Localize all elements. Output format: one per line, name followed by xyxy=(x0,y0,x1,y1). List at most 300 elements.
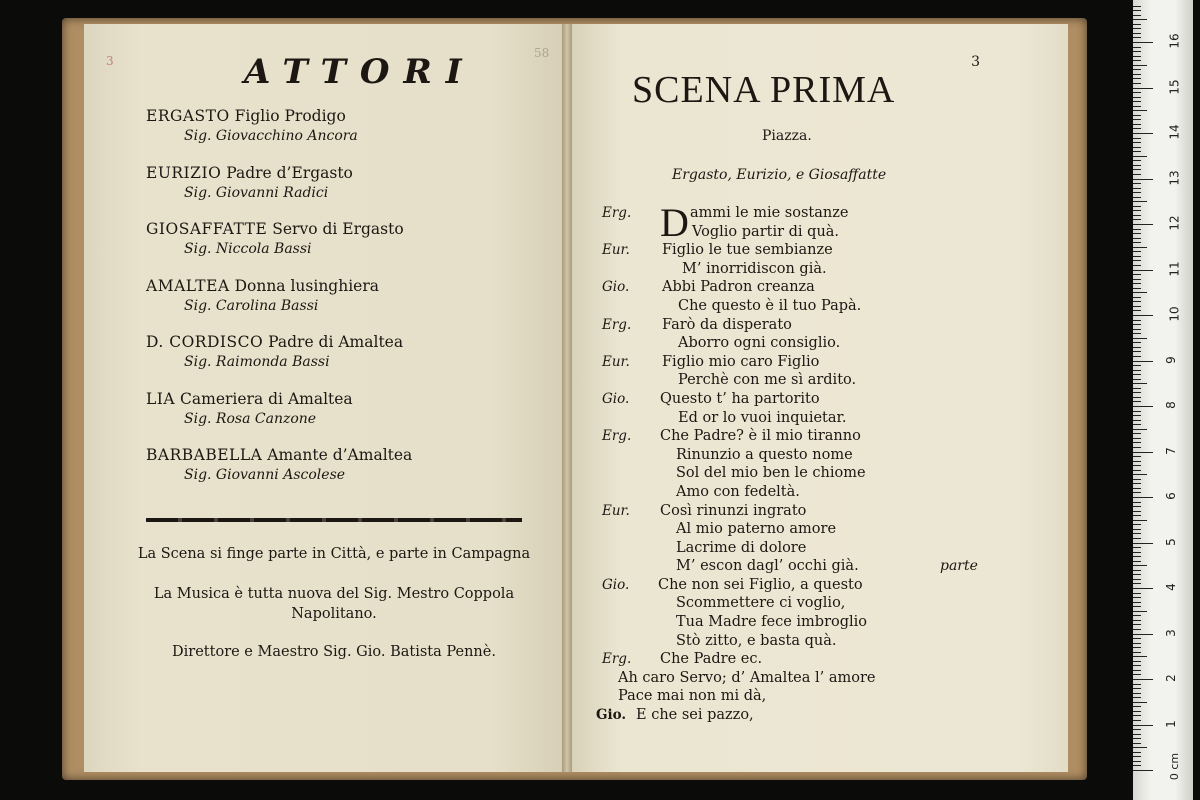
speaker: Erg. xyxy=(602,316,632,333)
page-number: 3 xyxy=(971,54,980,70)
ruler-tick xyxy=(1133,165,1141,166)
ruler-number: 3 xyxy=(1163,628,1178,637)
ruler-tick xyxy=(1133,229,1141,230)
ruler-tick xyxy=(1133,647,1141,648)
ruler-tick xyxy=(1133,88,1153,89)
ruler-tick xyxy=(1133,233,1141,234)
ruler-number: 12 xyxy=(1167,215,1182,231)
ruler-tick xyxy=(1133,197,1141,198)
ruler-tick xyxy=(1133,142,1141,143)
speaker: Eur. xyxy=(602,353,630,370)
line-text: Così rinunzi ingrato xyxy=(660,502,807,519)
music-note-line-1: La Musica è tutta nuova del Sig. Mestro Coppola xyxy=(153,586,515,602)
cast-entry xyxy=(146,445,546,502)
ruler-tick xyxy=(1133,160,1141,161)
ruler-number: 16 xyxy=(1167,33,1182,49)
ruler-tick xyxy=(1133,492,1141,493)
ruler-tick xyxy=(1133,383,1147,384)
ruler-tick xyxy=(1133,634,1153,635)
ruler-number: 14 xyxy=(1167,124,1182,140)
ruler-tick xyxy=(1133,320,1141,321)
ruler-tick xyxy=(1133,725,1153,726)
ruler-tick xyxy=(1133,60,1141,61)
ruler-tick xyxy=(1133,297,1141,298)
ruler-tick xyxy=(1133,283,1141,284)
actor-name: Sig. Niccola Bassi xyxy=(184,241,312,257)
role-desc: Figlio Prodigo xyxy=(234,107,346,125)
ruler-tick xyxy=(1133,242,1141,243)
ruler-tick xyxy=(1133,333,1141,334)
ruler-tick xyxy=(1133,643,1141,644)
ruler-tick xyxy=(1133,192,1141,193)
ruler-tick xyxy=(1133,351,1141,352)
ruler-tick xyxy=(1133,624,1141,625)
ruler-unit: 0 cm xyxy=(1168,752,1182,781)
ruler-tick xyxy=(1133,147,1141,148)
pencil-mark-left: 3 xyxy=(106,54,114,68)
role-desc: Amante d’Amaltea xyxy=(267,446,413,464)
actor-name: Sig. Carolina Bassi xyxy=(184,297,319,314)
ruler-tick xyxy=(1133,611,1147,612)
line-text: Che non sei Figlio, a questo xyxy=(658,576,863,593)
ruler-tick xyxy=(1133,765,1141,766)
actor-name: Sig. Giovacchino Ancora xyxy=(184,128,358,144)
ruler-tick xyxy=(1133,179,1153,180)
pencil-mark-right: 58 xyxy=(534,46,550,60)
ruler-tick xyxy=(1133,511,1141,512)
ruler-number: 4 xyxy=(1163,583,1178,591)
ruler-tick xyxy=(1133,602,1141,603)
director-note: Direttore e Maestro Sig. Gio. Batista Pennè. xyxy=(172,644,496,660)
ruler-tick xyxy=(1133,615,1141,616)
ruler-tick xyxy=(1133,606,1141,607)
ruler-tick xyxy=(1133,83,1141,84)
speaker: Eur. xyxy=(602,502,630,519)
dialogue-line xyxy=(572,334,1068,353)
ruler-tick xyxy=(1133,556,1141,557)
dialogue-line xyxy=(572,297,1068,316)
ruler-tick xyxy=(1133,219,1141,220)
dialogue-line xyxy=(572,390,1068,409)
dialogue-line xyxy=(572,464,1068,483)
ruler-tick xyxy=(1133,688,1141,689)
ruler-tick xyxy=(1133,101,1141,102)
dialogue xyxy=(572,200,1068,725)
ruler-tick xyxy=(1133,379,1141,380)
dialogue-line xyxy=(572,409,1068,428)
role-desc: Padre d’Ergasto xyxy=(226,163,353,182)
ruler-tick xyxy=(1133,356,1141,357)
ruler-tick xyxy=(1133,597,1141,598)
ruler-tick xyxy=(1133,97,1141,98)
cast-list xyxy=(146,106,546,502)
dialogue-line xyxy=(572,223,1068,242)
ruler-tick xyxy=(1133,620,1141,621)
ruler-tick xyxy=(1133,215,1141,216)
line-text: Figlio mio caro Figlio xyxy=(662,353,820,370)
ruler-tick xyxy=(1133,465,1141,466)
ruler-tick xyxy=(1133,665,1141,666)
ruler-tick xyxy=(1133,447,1141,448)
ruler-tick xyxy=(1133,260,1141,261)
ruler-tick xyxy=(1133,128,1141,129)
dialogue-line xyxy=(572,483,1068,502)
role-name: EURIZIO xyxy=(146,163,222,182)
ruler-tick xyxy=(1133,329,1141,330)
ruler-tick xyxy=(1133,251,1141,252)
role-desc: Donna lusinghiera xyxy=(234,276,379,295)
ruler-tick xyxy=(1133,479,1141,480)
ruler-tick xyxy=(1133,629,1141,630)
scene-note: La Scena si finge parte in Città, e parte in Campagna xyxy=(137,546,531,562)
ruler-tick xyxy=(1133,78,1141,79)
cast-entry xyxy=(146,219,546,276)
ruler-tick xyxy=(1133,370,1141,371)
line-text: Tua Madre fece imbroglio xyxy=(676,614,868,631)
ruler-tick xyxy=(1133,579,1141,580)
dialogue-line xyxy=(572,669,1068,688)
cast-title: ATTORI xyxy=(244,52,476,92)
ruler-tick xyxy=(1133,706,1141,707)
ruler-tick xyxy=(1133,365,1141,366)
ruler-tick xyxy=(1133,543,1153,544)
ruler-number: 9 xyxy=(1163,355,1178,364)
dialogue-line xyxy=(572,594,1068,613)
ruler-number: 2 xyxy=(1163,674,1178,682)
dialogue-line xyxy=(572,204,1068,223)
line-text: Perchè con me sì ardito. xyxy=(678,372,857,389)
ruler-tick xyxy=(1133,224,1153,225)
dialogue-line xyxy=(572,539,1068,558)
ruler-tick xyxy=(1133,15,1141,16)
ruler-number: 7 xyxy=(1163,446,1178,455)
role-name: BARBABELLA xyxy=(146,446,263,464)
ruler-number: 1 xyxy=(1163,719,1178,728)
book-gutter xyxy=(562,24,572,772)
ruler-tick xyxy=(1133,306,1141,307)
ruler-tick xyxy=(1133,124,1141,125)
cast-entry xyxy=(146,332,546,389)
dialogue-line xyxy=(572,557,1068,576)
scene-place: Piazza. xyxy=(762,128,812,144)
role-name: LIA xyxy=(146,389,176,408)
dialogue-line xyxy=(572,650,1068,669)
line-text: Voglio partir di quà. xyxy=(692,223,840,240)
dialogue-line xyxy=(572,260,1068,279)
speaker: Erg. xyxy=(602,651,632,668)
speaker: Gio. xyxy=(602,390,630,407)
book-cover-board xyxy=(62,18,1087,780)
ruler-tick xyxy=(1133,583,1141,584)
line-text: E che sei pazzo, xyxy=(636,707,754,724)
ruler-tick xyxy=(1133,24,1141,25)
ruler-tick xyxy=(1133,561,1141,562)
dialogue-line xyxy=(572,427,1068,446)
ruler-tick xyxy=(1133,374,1141,375)
dialogue-line xyxy=(572,241,1068,260)
ruler-tick xyxy=(1133,279,1141,280)
ruler-tick xyxy=(1133,169,1141,170)
ruler-tick xyxy=(1133,47,1141,48)
ruler-tick xyxy=(1133,183,1141,184)
ruler-tick xyxy=(1133,310,1141,311)
ruler-tick xyxy=(1133,401,1141,402)
ruler-tick xyxy=(1133,524,1141,525)
line-text: Amo con fedeltà. xyxy=(676,483,800,500)
line-text: Rinunzio a questo nome xyxy=(676,446,853,463)
speaker: Eur. xyxy=(602,242,630,259)
speaker: Gio. xyxy=(602,279,630,296)
ruler-tick xyxy=(1133,438,1141,439)
ruler-tick xyxy=(1133,119,1141,120)
ruler-tick xyxy=(1133,702,1147,703)
cast-entry xyxy=(146,276,546,333)
line-text: Figlio le tue sembianze xyxy=(662,242,833,259)
ruler-tick xyxy=(1133,743,1141,744)
ruler-tick xyxy=(1133,133,1153,134)
dialogue-line xyxy=(572,371,1068,390)
ruler-tick xyxy=(1133,324,1141,325)
line-text: Farò da disperato xyxy=(662,316,792,333)
ruler-tick xyxy=(1133,674,1141,675)
ruler-tick xyxy=(1133,210,1141,211)
line-text: Abbi Padron creanza xyxy=(662,279,815,296)
actor-name: Sig. Giovanni Radici xyxy=(184,184,329,201)
actor-name: Sig. Giovanni Ascolese xyxy=(184,467,346,483)
dialogue-line xyxy=(572,613,1068,632)
role-name: AMALTEA xyxy=(146,276,230,295)
ruler-tick xyxy=(1133,656,1147,657)
right-page xyxy=(572,24,1068,772)
cast-entry xyxy=(146,106,546,163)
dialogue-line xyxy=(572,278,1068,297)
ruler-tick xyxy=(1133,684,1141,685)
line-text: Aborro ogni consiglio. xyxy=(678,335,841,352)
ruler-tick xyxy=(1133,502,1141,503)
ruler-number: 5 xyxy=(1163,537,1178,546)
ruler-tick xyxy=(1133,342,1141,343)
ruler-tick xyxy=(1133,256,1141,257)
ruler-tick xyxy=(1133,115,1141,116)
ruler-tick xyxy=(1133,238,1141,239)
ruler-tick xyxy=(1133,715,1141,716)
ruler-tick xyxy=(1133,483,1141,484)
ruler-tick xyxy=(1133,729,1141,730)
cast-entry xyxy=(146,163,546,220)
ruler-tick xyxy=(1133,151,1141,152)
ruler-tick xyxy=(1133,338,1147,339)
ruler-tick xyxy=(1133,474,1147,475)
ruler-tick xyxy=(1133,533,1141,534)
ruler-tick xyxy=(1133,206,1141,207)
stage-direction: parte xyxy=(940,558,978,575)
ruler-tick xyxy=(1133,638,1141,639)
ruler-tick xyxy=(1133,565,1147,566)
ruler-tick xyxy=(1133,693,1141,694)
speaker: Gio. xyxy=(596,707,627,724)
ruler-tick xyxy=(1133,761,1141,762)
drop-cap: D xyxy=(660,200,689,245)
ruler-tick xyxy=(1133,392,1141,393)
ruler-tick xyxy=(1133,74,1141,75)
ruler-tick xyxy=(1133,415,1141,416)
line-text: Questo t’ ha partorito xyxy=(660,390,820,407)
dialogue-line xyxy=(572,520,1068,539)
ruler-tick xyxy=(1133,28,1141,29)
scene-title: SCENA PRIMA xyxy=(632,69,896,111)
role-name: D. CORDISCO xyxy=(146,333,264,351)
ruler-tick xyxy=(1133,442,1141,443)
ruler-tick xyxy=(1133,397,1141,398)
line-text: Che Padre? è il mio tiranno xyxy=(660,428,861,445)
ruler-tick xyxy=(1133,456,1141,457)
line-text: Stò zitto, e basta quà. xyxy=(676,632,837,649)
ruler-tick xyxy=(1133,110,1147,111)
dialogue-line xyxy=(572,706,1068,725)
line-text: Sol del mio ben le chiome xyxy=(676,465,866,482)
measuring-ruler xyxy=(1133,0,1193,800)
ruler-tick xyxy=(1133,10,1141,11)
dialogue-line xyxy=(572,687,1068,706)
actor-name: Sig. Rosa Canzone xyxy=(184,410,317,427)
dialogue-line xyxy=(572,502,1068,521)
ruler-tick xyxy=(1133,497,1153,498)
ruler-tick xyxy=(1133,433,1141,434)
ruler-tick xyxy=(1133,461,1141,462)
ruler-number: 8 xyxy=(1163,401,1178,409)
line-text: Lacrime di dolore xyxy=(676,539,807,556)
left-page xyxy=(84,24,562,772)
ruler-tick xyxy=(1133,752,1141,753)
role-name: GIOSAFFATTE xyxy=(146,220,268,238)
ruler-tick xyxy=(1133,201,1147,202)
ruler-tick xyxy=(1133,547,1141,548)
ruler-tick xyxy=(1133,69,1141,70)
ruler-tick xyxy=(1133,429,1147,430)
ruler-tick xyxy=(1133,420,1141,421)
line-text: Che Padre ec. xyxy=(660,651,763,668)
ruler-tick xyxy=(1133,247,1147,248)
ruler-tick xyxy=(1133,315,1153,316)
line-text: Che questo è il tuo Papà. xyxy=(678,297,862,314)
role-desc: Padre di Amaltea xyxy=(268,333,404,351)
line-text: M’ inorridiscon già. xyxy=(682,260,827,277)
ruler-tick xyxy=(1133,756,1141,757)
role-name: ERGASTO xyxy=(146,107,230,125)
ruler-tick xyxy=(1133,406,1153,407)
line-text: Scommettere ci voglio, xyxy=(676,595,846,612)
ruler-tick xyxy=(1133,270,1153,271)
ruler-tick xyxy=(1133,515,1141,516)
line-text: Ah caro Servo; d’ Amaltea l’ amore xyxy=(618,669,876,686)
ruler-tick xyxy=(1133,574,1141,575)
ruler-tick xyxy=(1133,770,1153,771)
ornamental-rule xyxy=(146,518,522,522)
ruler-tick xyxy=(1133,697,1141,698)
ruler-tick xyxy=(1133,529,1141,530)
line-text: Pace mai non mi dà, xyxy=(618,688,767,705)
music-note-line-2: Napolitano. xyxy=(291,606,377,622)
ruler-tick xyxy=(1133,588,1153,589)
ruler-tick xyxy=(1133,92,1141,93)
ruler-tick xyxy=(1133,488,1141,489)
ruler-tick xyxy=(1133,274,1141,275)
ruler-tick xyxy=(1133,37,1141,38)
line-text: Ed or lo vuoi inquietar. xyxy=(678,409,847,426)
speaker: Erg. xyxy=(602,205,632,221)
ruler-tick xyxy=(1133,56,1141,57)
ruler-tick xyxy=(1133,738,1141,739)
ruler-tick xyxy=(1133,661,1141,662)
ruler-tick xyxy=(1133,734,1141,735)
ruler-tick xyxy=(1133,552,1141,553)
cast-entry xyxy=(146,389,546,446)
ruler-tick xyxy=(1133,679,1153,680)
ruler-tick xyxy=(1133,411,1141,412)
line-text: M’ escon dagl’ occhi già. xyxy=(676,558,859,575)
ruler-tick xyxy=(1133,292,1147,293)
ruler-number: 11 xyxy=(1167,260,1182,277)
ruler-tick xyxy=(1133,470,1141,471)
line-text: Al mio paterno amore xyxy=(676,521,837,538)
scene-characters: Ergasto, Eurizio, e Giosaffatte xyxy=(672,167,887,183)
ruler-tick xyxy=(1133,538,1141,539)
ruler-tick xyxy=(1133,188,1141,189)
ruler-number: 6 xyxy=(1163,492,1178,500)
ruler-tick xyxy=(1133,33,1141,34)
ruler-tick xyxy=(1133,301,1141,302)
ruler-tick xyxy=(1133,42,1153,43)
role-desc: Servo di Ergasto xyxy=(272,220,404,238)
actor-name: Sig. Raimonda Bassi xyxy=(184,354,330,370)
ruler-number: 10 xyxy=(1167,306,1182,322)
speaker: Erg. xyxy=(602,428,632,445)
dialogue-line xyxy=(572,576,1068,595)
ruler-number: 13 xyxy=(1167,169,1182,186)
ruler-tick xyxy=(1133,593,1141,594)
dialogue-line xyxy=(572,632,1068,651)
ruler-tick xyxy=(1133,652,1141,653)
line-text: ammi le mie sostanze xyxy=(690,205,849,221)
speaker: Gio. xyxy=(602,576,630,593)
ruler-tick xyxy=(1133,138,1141,139)
dialogue-line xyxy=(572,446,1068,465)
ruler-tick xyxy=(1133,347,1141,348)
ruler-number: 15 xyxy=(1167,78,1182,95)
ruler-tick xyxy=(1133,506,1141,507)
ruler-tick xyxy=(1133,288,1141,289)
role-desc: Cameriera di Amaltea xyxy=(180,389,353,408)
ruler-tick xyxy=(1133,570,1141,571)
ruler-tick xyxy=(1133,452,1153,453)
ruler-tick xyxy=(1133,670,1141,671)
dialogue-line xyxy=(572,353,1068,372)
ruler-tick xyxy=(1133,6,1141,7)
ruler-tick xyxy=(1133,361,1153,362)
ruler-tick xyxy=(1133,65,1147,66)
ruler-tick xyxy=(1133,711,1141,712)
dialogue-line xyxy=(572,316,1068,335)
ruler-tick xyxy=(1133,747,1147,748)
ruler-tick xyxy=(1133,19,1147,20)
ruler-tick xyxy=(1133,51,1141,52)
ruler-tick xyxy=(1133,520,1147,521)
ruler-tick xyxy=(1133,424,1141,425)
ruler-tick xyxy=(1133,388,1141,389)
ruler-tick xyxy=(1133,174,1141,175)
ruler-tick xyxy=(1133,106,1141,107)
ruler-tick xyxy=(1133,720,1141,721)
